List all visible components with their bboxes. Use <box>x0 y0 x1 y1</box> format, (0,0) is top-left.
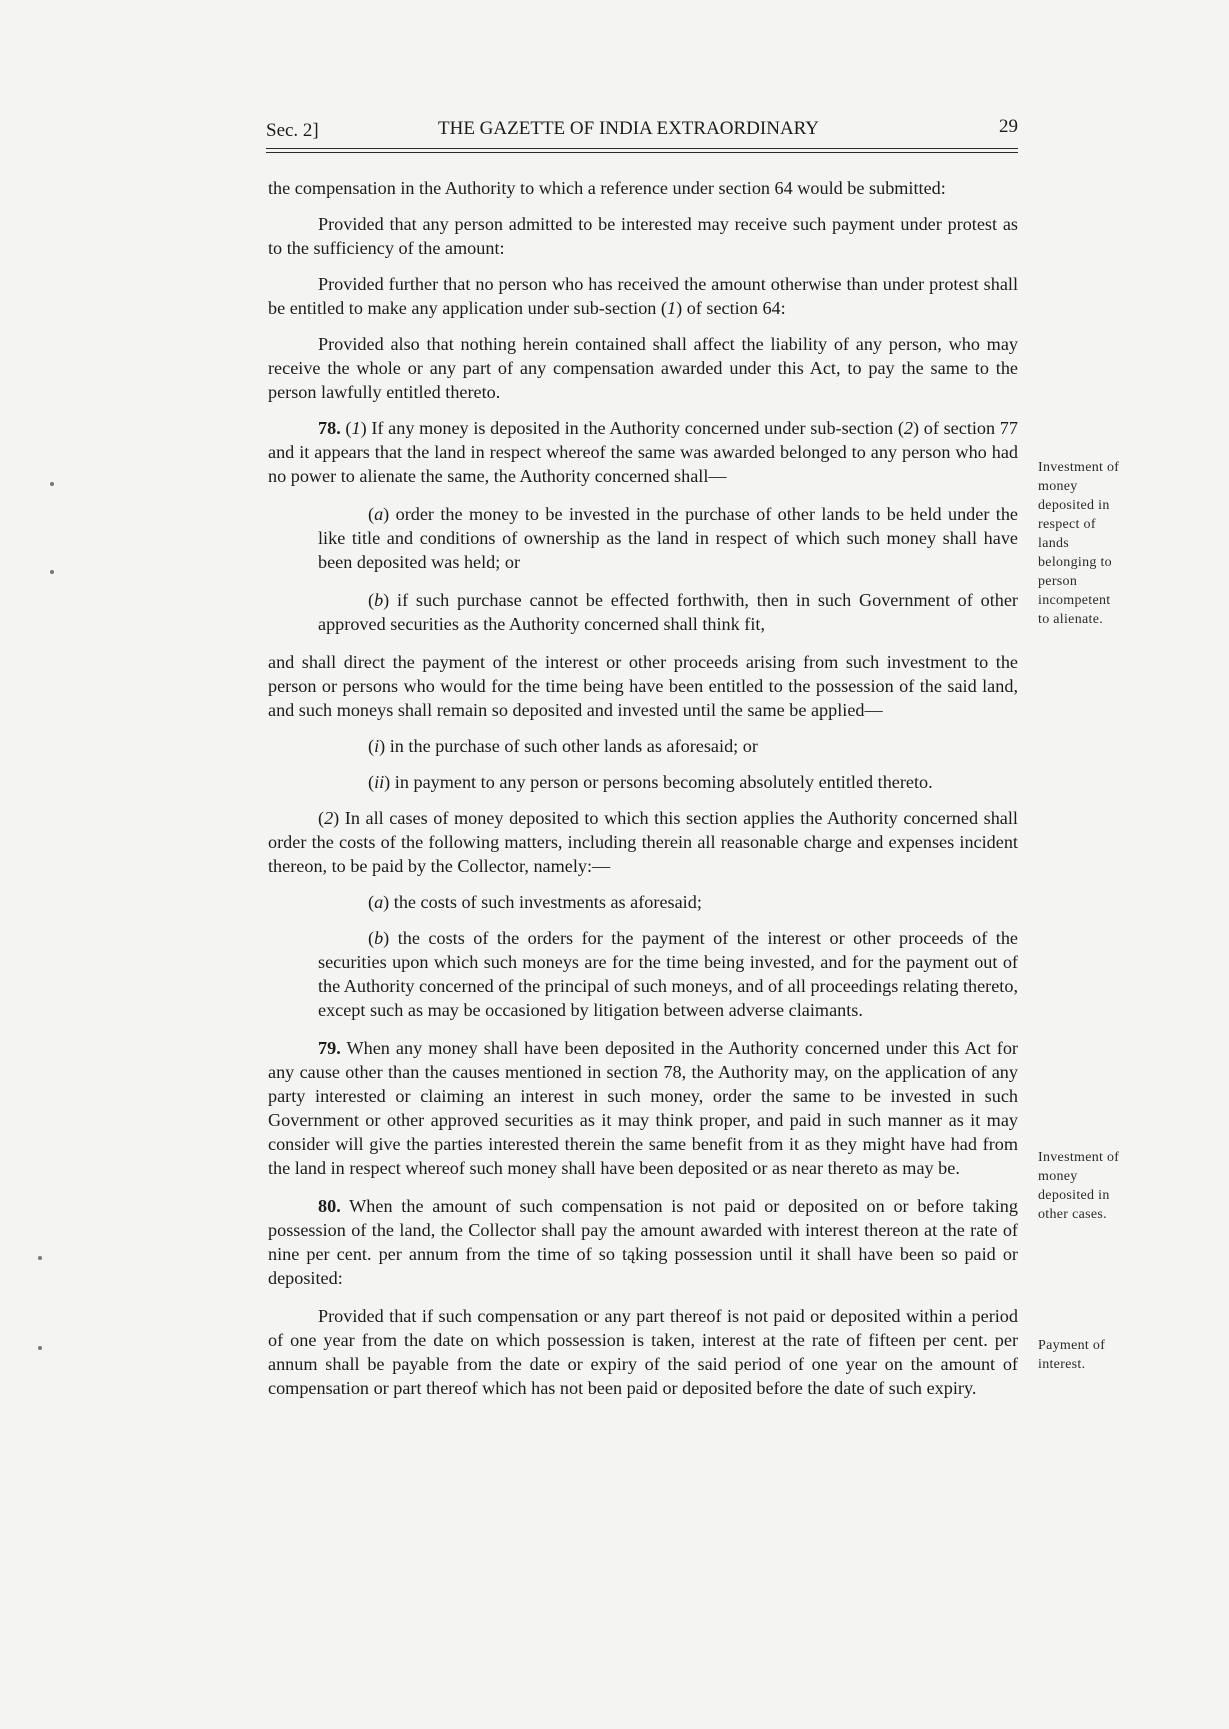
scan-speck <box>50 482 54 486</box>
page-body <box>268 176 1018 1412</box>
header-rule-thin <box>266 152 1018 153</box>
section-80: 80. When the amount of such compensation is not paid or deposited on or before taking possession of the land, the Collector shall pay the amount awarded with interest thereon at the rate of nine per cent. per annum from the time of so tąking possession until it shall have been so paid or deposited: <box>268 1196 1018 1288</box>
section-label: Sec. 2] <box>266 120 319 141</box>
marginal-note-79: Investment of money deposited in other cases. <box>1038 1150 1120 1222</box>
scan-speck <box>50 570 54 574</box>
proviso: Provided that if such compensation or any part thereof is not paid or deposited within a period of one year from the date on which possession is taken, interest at the rate of fifteen per cent. per annum shall be payable from the date or expiry of the said period of one year on the amount of compensation or part thereof which has not been paid or deposited before the date of such expiry. <box>268 1306 1018 1398</box>
marginal-note-78: Investment of money deposited in respect of lands belonging to person incompetent to alienate. <box>1038 460 1120 627</box>
proviso: Provided further that no person who has received the amount otherwise than under protest shall be entitled to make any application under sub-section (1) of section 64: <box>268 274 1018 318</box>
page-number: 29 <box>999 116 1018 137</box>
paragraph: and shall direct the payment of the interest or other proceeds arising from such investment to the person or persons who would for the time being have been entitled to the possession of the said land, and such moneys shall remain so deposited and invested until the same be applied— <box>268 652 1018 720</box>
scan-speck <box>38 1346 42 1350</box>
sub-section-2: (2) In all cases of money deposited to which this section applies the Authority concerned shall order the costs of the following matters, including therein all reasonable charge and expenses incident thereon, to be paid by the Collector, namely:— <box>268 808 1018 876</box>
paragraph: the compensation in the Authority to which a reference under section 64 would be submitted: <box>268 178 946 198</box>
item-ii: (ii) in payment to any person or persons becoming absolutely entitled thereto. <box>368 772 933 792</box>
clause-2a: (a) the costs of such investments as aforesaid; <box>368 892 702 912</box>
scan-speck <box>38 1256 42 1260</box>
clause-b: (b) if such purchase cannot be effected forthwith, then in such Government of other approved securities as the Authority concerned shall think fit, <box>318 590 1018 634</box>
proviso: Provided also that nothing herein contained shall affect the liability of any person, who may receive the whole or any part of any compensation awarded under this Act, to pay the same to the person lawfully entitled thereto. <box>268 334 1018 402</box>
clause-a: (a) order the money to be invested in the purchase of other lands to be held under the like title and conditions of ownership as the land in respect of which such money shall have been deposited was held; or <box>318 504 1018 572</box>
header-rule <box>266 148 1018 149</box>
page-header <box>266 116 1018 150</box>
marginal-note-80: Payment of interest. <box>1038 1338 1106 1372</box>
gazette-title: THE GAZETTE OF INDIA EXTRAORDINARY <box>438 118 820 139</box>
section-78: 78. (1) If any money is deposited in the Authority concerned under sub-section (2) of section 77 and it appears that the land in respect whereof the same was awarded belonged to any person who had no power to alienate the same, the Authority concerned shall— <box>268 418 1018 486</box>
clause-2b: (b) the costs of the orders for the payment of the interest or other proceeds of the securities upon which such moneys are for the time being invested, and for the payment out of the Authority concerned of the principal of such moneys, and of all proceedings relating thereto, except such as may be occasioned by litigation between adverse claimants. <box>318 928 1018 1020</box>
section-79: 79. When any money shall have been deposited in the Authority concerned under this Act for any cause other than the causes mentioned in section 78, the Authority may, on the application of any party interested or claiming an interest in such money, order the same to be invested in such Government or other approved securities as it may think proper, and paid in such manner as it may consider will give the parties interested therein the same benefit from it as they might have had from the land in respect whereof such money shall have been deposited or as near thereto as may be. <box>268 1038 1018 1178</box>
item-i: (i) in the purchase of such other lands as aforesaid; or <box>368 736 758 756</box>
proviso: Provided that any person admitted to be interested may receive such payment under protest as to the sufficiency of the amount: <box>268 214 1018 258</box>
